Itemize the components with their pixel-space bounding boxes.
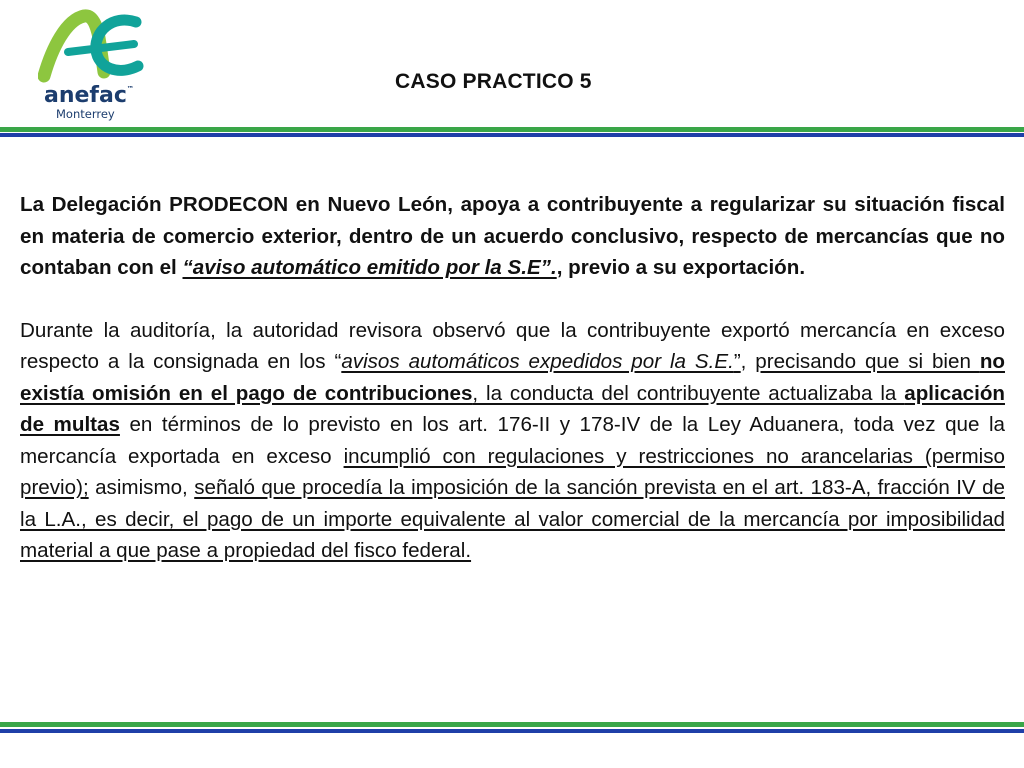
logo-mark-bar [68,44,134,52]
logo-brand-text: anefac™ [44,83,134,108]
slide-body [20,189,1005,567]
p1-aviso-quote: “aviso automático emitido por la S.E”. [182,256,557,279]
bottom-blue-stripe [0,729,1024,733]
logo-city-text: Monterrey [56,107,115,121]
p2-aplicacion-multas: aplicación de multas [20,381,1005,436]
p2-asimismo: asimismo, [88,476,195,499]
p2-incumplio: incumplió con regulaciones y restricciones no arancelarias (permiso previo); [20,444,1005,499]
paragraph-audit-details [20,315,1005,567]
p2-close-quote: ” [733,350,741,373]
p2-conducta: , la conducta del contribuyente actualizaba la [472,381,905,405]
p2-terminos: en términos de lo previsto en los art. 176-II y 178-IV de la Ley Aduanera, toda vez que la mercancía exportada en exceso [20,413,1005,468]
p2-avisos-quote: avisos automáticos expedidos por la S.E. [341,350,734,373]
p1-text-2: , previo a su exportación. [556,256,806,279]
paragraph-case-description [20,189,1005,284]
anefac-logo [38,8,148,122]
p2-no-omision: no existía omisión en el pago de contribuciones [20,350,1005,405]
p2-text-1: Durante la auditoría, la autoridad revisora observó que la contribuyente exportó mercancía en exceso respecto a la consignada en los [20,318,1005,373]
bottom-green-stripe [0,722,1024,727]
top-blue-stripe [0,133,1024,137]
p1-text-1: La Delegación PRODECON en Nuevo León, apoya a contribuyente a regularizar su situación fiscal en materia de comercio exterior, dentro de un acuerdo conclusivo, respecto de mercancías que no contaban con el [20,193,1005,279]
p2-sancion: señaló que procedía la imposición de la sanción prevista en el art. 183-A, fracción IV de la L.A., es decir, el pago de un importe equivalente al valor comercial de la mercancía por imposibilidad material a que pase a propiedad del fisco federal. [20,476,1005,562]
p2-precisando: precisando que si bien [755,350,980,373]
p2-open-quote: “ [334,350,342,373]
top-green-stripe [0,127,1024,132]
p2-comma: , [740,350,756,373]
slide-title: CASO PRACTICO 5 [395,70,592,93]
